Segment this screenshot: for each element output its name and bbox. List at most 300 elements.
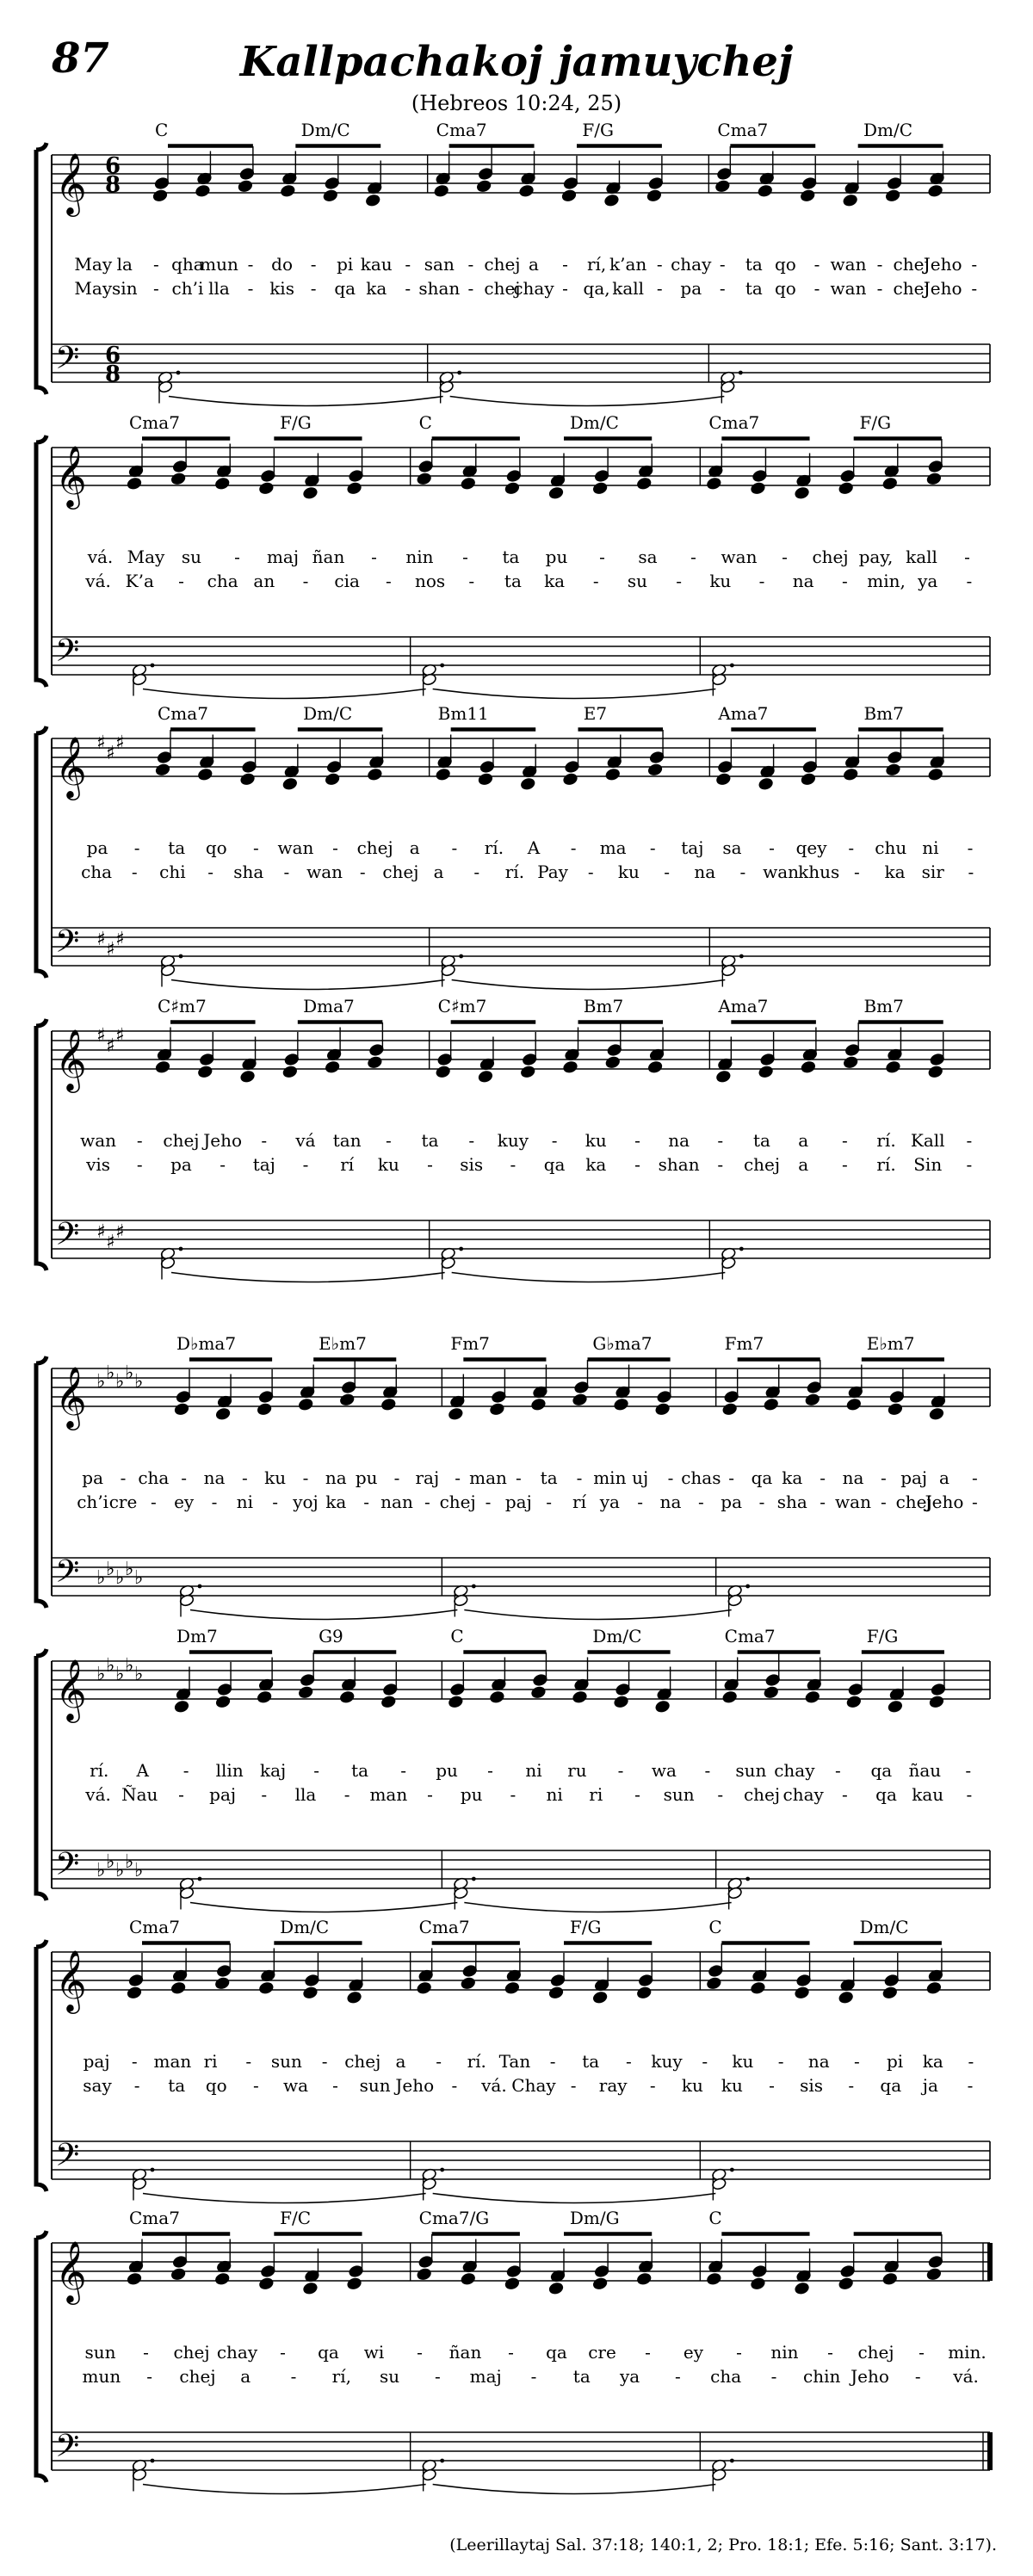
lyric-verse-2-syllable: chay (782, 1784, 824, 1805)
bass-clef-icon: 𝄢 (55, 924, 80, 967)
lyric-verse-1-syllable: ñan (448, 2342, 482, 2363)
lyric-verse-1-syllable: qha (171, 254, 204, 275)
lyric-verse-2-syllable: ya (599, 1492, 620, 1512)
lyric-verse-2-syllable: vá. (85, 1784, 111, 1805)
chord-symbol: Cma7 (129, 412, 180, 433)
lyric-verse-2-syllable: lla (294, 1784, 317, 1805)
chord-symbol: Fm7 (724, 1333, 764, 1354)
chord-symbol: C (708, 1917, 722, 1937)
chord-symbol: F/G (582, 120, 614, 140)
lyric-verse-2-syllable: - (343, 1784, 350, 1805)
lyric-verse-1-syllable: a (939, 1467, 949, 1488)
lyric-verse-1-syllable: May (127, 547, 165, 567)
lyric-verse-2-syllable: chej (179, 2366, 216, 2387)
lyric-verse-1-syllable: - (181, 1467, 188, 1488)
chord-symbol: Fm7 (450, 1333, 490, 1354)
lyric-verse-1-syllable: wi (363, 2342, 385, 2363)
lyric-verse-1-syllable: ta (745, 254, 763, 275)
lyric-verse-1-syllable: do (271, 254, 294, 275)
lyric-verse-1-syllable: - (667, 1467, 674, 1488)
lyric-verse-2-syllable: rí (340, 1154, 355, 1175)
lyric-verse-2-syllable: ja (922, 2075, 938, 2096)
lyric-verse-2-syllable: Sin (913, 1154, 943, 1175)
lyric-verse-2-syllable: ka (325, 1492, 347, 1512)
lyric-verse-1-syllable: Kall (910, 1130, 945, 1151)
lyric-verse-1-syllable: vá. (87, 547, 114, 567)
lyric-verse-1-syllable: man (153, 2051, 192, 2072)
lyric-verse-2-syllable: - (592, 571, 599, 591)
lyric-verse-1-syllable: chej (484, 254, 521, 275)
lyric-verse-1-syllable: pay, (858, 547, 894, 567)
chord-symbol: F/C (280, 2208, 312, 2228)
lyric-verse-2-syllable: - (848, 2075, 855, 2096)
svg-text:♯: ♯ (115, 1221, 125, 1243)
lyric-verse-2-syllable: - (485, 1492, 492, 1512)
svg-text:8: 8 (105, 361, 121, 387)
chord-symbol: Dm/C (863, 120, 913, 140)
lyric-verse-2-syllable: - (178, 571, 184, 591)
lyric-verse-1-syllable: - (385, 1130, 392, 1151)
lyric-verse-2-syllable: chej (439, 1492, 476, 1512)
lyric-verse-1-syllable: - (971, 254, 978, 275)
lyric-verse-2-syllable: - (758, 1492, 765, 1512)
chord-symbol: Dm/C (280, 1917, 330, 1937)
chord-symbol: C♯m7 (158, 996, 207, 1016)
lyric-verse-2-syllable: - (427, 1154, 433, 1175)
lyric-verse-2-syllable: - (468, 571, 475, 591)
lyric-verse-1-syllable: chej (163, 1130, 200, 1151)
lyric-verse-1-syllable: - (570, 837, 577, 858)
lyric-verse-1-syllable: sa (722, 837, 742, 858)
lyric-verse-2-syllable: say (83, 2075, 112, 2096)
lyric-verse-1-syllable: pa (86, 837, 108, 858)
lyric-verse-2-syllable: - (719, 278, 726, 299)
lyric-verse-2-syllable: - (510, 1784, 516, 1805)
svg-text:♯: ♯ (115, 732, 125, 754)
lyric-verse-1-syllable: chej (173, 2342, 210, 2363)
lyric-verse-2-syllable: sin (112, 278, 138, 299)
bass-clef-icon: 𝄢 (55, 1216, 80, 1260)
lyric-verse-2-syllable: - (211, 1492, 218, 1512)
chord-symbol: E7 (583, 703, 608, 724)
lyric-verse-1-syllable: chu (875, 837, 907, 858)
lyric-verse-2-syllable: paj (504, 1492, 532, 1512)
svg-text:♭: ♭ (134, 1664, 144, 1685)
lyric-verse-1-syllable: maj (266, 547, 300, 567)
lyric-verse-2-syllable: nos (414, 571, 446, 591)
lyric-verse-2-syllable: ni (236, 1492, 253, 1512)
lyric-verse-1-syllable: qey (795, 837, 827, 858)
svg-text:6: 6 (105, 343, 121, 368)
lyric-verse-1-syllable: - (728, 1467, 735, 1488)
lyric-verse-2-syllable: ch’i (171, 278, 204, 299)
music-system-7 (36, 1917, 990, 2203)
lyric-verse-2-syllable: - (510, 1154, 516, 1175)
lyric-verse-2-syllable: qa (543, 1154, 566, 1175)
music-system-6 (36, 1626, 990, 1912)
svg-text:♯: ♯ (96, 732, 106, 754)
lyric-verse-1-syllable: chej (356, 837, 393, 858)
lyric-verse-1-syllable: - (280, 2342, 286, 2363)
lyric-verse-1-syllable: min (593, 1467, 627, 1488)
lyric-verse-2-syllable: ya (619, 2366, 640, 2387)
lyric-verse-2-syllable: - (220, 1154, 226, 1175)
lyric-verse-2-syllable: yoj (293, 1492, 319, 1512)
lyric-verse-2-syllable: qa (875, 1784, 897, 1805)
lyric-verse-1-syllable: su (181, 547, 202, 567)
lyric-verse-2-syllable: - (770, 2366, 777, 2387)
lyric-verse-1-syllable: ñau (908, 1760, 942, 1781)
chord-symbol: Dm/C (300, 120, 350, 140)
lyric-verse-1-syllable: - (182, 1760, 189, 1781)
svg-text:♭: ♭ (134, 1371, 144, 1393)
lyric-verse-1-syllable: - (436, 2051, 442, 2072)
svg-text:♭: ♭ (134, 1567, 144, 1589)
lyric-verse-1-syllable: na (807, 2051, 830, 2072)
lyric-verse-1-syllable: - (966, 1130, 973, 1151)
lyric-verse-1-syllable: - (371, 547, 377, 567)
lyric-verse-1-syllable: - (405, 254, 411, 275)
lyric-verse-2-syllable: rí, (331, 2366, 352, 2387)
lyric-verse-1-syllable: - (649, 837, 656, 858)
lyric-verse-2-syllable: a (798, 1154, 809, 1175)
lyric-verse-2-syllable: ni (546, 1784, 563, 1805)
lyric-verse-1-syllable: ey (683, 2342, 704, 2363)
lyric-verse-1-syllable: a (529, 254, 539, 275)
lyric-verse-1-syllable: - (310, 254, 317, 275)
lyric-verse-1-syllable: - (261, 1130, 268, 1151)
lyric-verse-2-syllable: chej (893, 278, 930, 299)
lyric-verse-1-syllable: sun (84, 2342, 116, 2363)
lyric-verse-2-syllable: - (676, 571, 683, 591)
lyric-verse-2-syllable: na (694, 862, 716, 882)
chord-symbol: Cma7 (418, 1917, 470, 1937)
lyric-verse-2-syllable: - (968, 862, 974, 882)
lyric-verse-1-syllable: tan (332, 1130, 362, 1151)
lyric-verse-2-syllable: ya (918, 571, 938, 591)
lyric-verse-1-syllable: ka (782, 1467, 803, 1488)
lyric-verse-1-syllable: ta (421, 1130, 439, 1151)
treble-clef-icon: 𝄞 (55, 735, 87, 798)
chord-symbol: Dm7 (176, 1626, 218, 1646)
svg-text:♭: ♭ (125, 1655, 134, 1677)
lyric-verse-1-syllable: cha (138, 1467, 170, 1488)
lyric-verse-2-syllable: vá. (953, 2366, 979, 2387)
lyric-verse-2-syllable: ray (598, 2075, 628, 2096)
lyric-verse-2-syllable: - (966, 1154, 973, 1175)
lyric-verse-2-syllable: cre (108, 1492, 138, 1512)
chord-symbol: Cma7 (129, 1917, 180, 1937)
lyric-verse-1-syllable: san (424, 254, 455, 275)
lyric-verse-1-syllable: - (965, 1760, 972, 1781)
lyric-verse-2-syllable: sir (921, 862, 944, 882)
music-system-2 (36, 412, 990, 699)
lyric-verse-1-syllable: - (964, 547, 970, 567)
scripture-reference: (Hebreos 10:24, 25) (411, 91, 622, 115)
bass-clef-icon: 𝄢 (55, 2428, 80, 2472)
lyric-verse-1-syllable: - (332, 837, 338, 858)
lyric-verse-1-syllable: paj (83, 2051, 110, 2072)
lyric-verse-1-syllable: - (451, 837, 458, 858)
lyric-verse-2-syllable: Jeho (851, 2366, 889, 2387)
chord-symbol: F/G (859, 412, 892, 433)
footnote: (Leerillaytaj Sal. 37:18; 140:1, 2; Pro. 18:1; Efe. 5:16; Sant. 3:17). (449, 2536, 997, 2554)
song-number: 87 (52, 34, 109, 83)
lyric-verse-2-syllable: - (841, 571, 848, 591)
lyric-verse-2-syllable: - (133, 2075, 140, 2096)
lyric-verse-1-syllable: pi (886, 2051, 904, 2072)
lyric-verse-1-syllable: chay (774, 1760, 815, 1781)
lyric-verse-2-syllable: - (841, 1154, 848, 1175)
lyric-verse-2-syllable: shan (658, 1154, 700, 1175)
lyric-verse-1-syllable: qa (751, 1467, 773, 1488)
lyric-verse-2-syllable: rí. (504, 862, 525, 882)
lyric-verse-1-syllable: chej (857, 2342, 894, 2363)
lyric-verse-2-syllable: ta (504, 571, 522, 591)
lyric-verse-2-syllable: - (967, 2075, 974, 2096)
lyric-verse-2-syllable: - (530, 2366, 537, 2387)
lyric-verse-2-syllable: qo (205, 2075, 227, 2096)
lyric-verse-2-syllable: rí. (876, 1154, 896, 1175)
lyric-verse-1-syllable: chay (671, 254, 712, 275)
lyric-verse-1-syllable: - (302, 1467, 309, 1488)
lyric-verse-2-syllable: sha (776, 1492, 807, 1512)
lyric-verse-2-syllable: - (739, 862, 746, 882)
lyric-verse-2-syllable: - (966, 571, 973, 591)
lyric-verse-2-syllable: pa (680, 278, 702, 299)
lyric-verse-2-syllable: taj (252, 1154, 275, 1175)
lyric-verse-2-syllable: wan (830, 278, 867, 299)
chord-symbol: F/G (280, 412, 312, 433)
lyric-verse-1-syllable: - (234, 547, 240, 567)
bass-clef-icon: 𝄢 (55, 2137, 80, 2181)
lyric-verse-2-syllable: pu (460, 1784, 483, 1805)
svg-text:♭: ♭ (115, 1567, 125, 1589)
lyric-verse-1-syllable: - (508, 2342, 514, 2363)
chord-symbol: Cma7 (717, 120, 769, 140)
lyric-verse-1-syllable: sun (270, 2051, 302, 2072)
lyric-verse-1-syllable: - (968, 2051, 974, 2072)
svg-text:8: 8 (105, 172, 121, 198)
treble-clef-icon: 𝄞 (55, 444, 87, 507)
svg-text:♯: ♯ (106, 939, 115, 961)
lyric-verse-1-syllable: cre (588, 2342, 616, 2363)
lyric-verse-2-syllable: - (841, 1784, 848, 1805)
lyric-verse-1-syllable: k’an (609, 254, 647, 275)
lyric-verse-1-syllable: ka (922, 2051, 943, 2072)
lyric-verse-1-syllable: ta (502, 547, 520, 567)
chord-symbol: Dm/C (592, 1626, 642, 1646)
lyric-verse-2-syllable: qa (880, 2075, 902, 2096)
lyric-verse-2-syllable: sun (663, 1784, 695, 1805)
lyric-verse-2-syllable: ri (589, 1784, 603, 1805)
lyric-verse-1-syllable: - (769, 837, 775, 858)
lyric-verse-1-syllable: ta (540, 1467, 558, 1488)
lyric-verse-1-syllable: ta (351, 1760, 369, 1781)
lyric-verse-1-syllable: - (777, 2051, 784, 2072)
lyric-verse-2-syllable: - (880, 1492, 887, 1512)
chord-symbol: C (155, 120, 169, 140)
lyric-verse-1-syllable: - (515, 1467, 522, 1488)
lyric-verse-1-syllable: - (487, 1760, 493, 1781)
lyric-verse-1-syllable: qa (318, 2342, 339, 2363)
lyric-verse-1-syllable: wan (277, 837, 314, 858)
lyric-verse-1-syllable: - (736, 2342, 742, 2363)
lyric-verse-1-syllable: - (717, 1130, 724, 1151)
music-system-4 (36, 996, 990, 1282)
lyric-verse-1-syllable: - (645, 2342, 651, 2363)
chord-symbol: Dm/C (859, 1917, 909, 1937)
chord-symbol: C♯m7 (437, 996, 487, 1016)
lyric-verse-1-syllable: - (549, 2051, 556, 2072)
svg-text:♯: ♯ (115, 1025, 125, 1047)
lyric-verse-2-syllable: - (697, 1492, 704, 1512)
music-system-5 (36, 1333, 990, 1620)
lyric-verse-1-syllable: ni (525, 1760, 542, 1781)
lyric-verse-2-syllable: ka (544, 571, 566, 591)
lyric-verse-2-syllable: - (758, 571, 765, 591)
svg-text:♭: ♭ (106, 1559, 115, 1580)
lyric-verse-2-syllable: - (332, 2075, 338, 2096)
lyric-verse-2-syllable: chej (895, 1492, 932, 1512)
lyric-verse-1-syllable: mun (200, 254, 238, 275)
lyric-verse-1-syllable: - (462, 547, 468, 567)
lyric-verse-2-syllable: sun (359, 2075, 391, 2096)
lyric-verse-1-syllable: qo (774, 254, 796, 275)
lyric-verse-2-syllable: - (310, 278, 317, 299)
chord-symbol: Dm/G (569, 2208, 620, 2228)
lyric-verse-2-syllable: wan (763, 862, 800, 882)
svg-text:♭: ♭ (106, 1851, 115, 1873)
lyric-verse-1-syllable: pu (355, 1467, 378, 1488)
lyric-verse-1-syllable: - (152, 254, 159, 275)
lyric-verse-1-syllable: - (468, 1130, 475, 1151)
lyric-verse-2-syllable: - (769, 2075, 775, 2096)
svg-text:♯: ♯ (106, 743, 115, 764)
treble-clef-icon: 𝄞 (55, 151, 87, 214)
lyric-verse-2-syllable: chej (382, 862, 419, 882)
lyric-verse-2-syllable: - (261, 1784, 268, 1805)
lyric-verse-1-syllable: ku (732, 2051, 754, 2072)
lyric-verse-2-syllable: sis (460, 1154, 484, 1175)
svg-text:♯: ♯ (96, 1025, 106, 1047)
lyric-verse-2-syllable: wa (282, 2075, 309, 2096)
lyric-verse-2-syllable: - (649, 2075, 656, 2096)
lyric-verse-2-syllable: man (369, 1784, 408, 1805)
lyric-verse-2-syllable: ku (377, 1154, 399, 1175)
bass-clef-icon: 𝄢 (55, 1846, 80, 1890)
lyric-verse-2-syllable: Jeho (925, 1492, 964, 1512)
lyric-verse-2-syllable: - (427, 1784, 433, 1805)
lyric-verse-1-syllable: kau (360, 254, 393, 275)
lyric-verse-2-syllable: sha (233, 862, 264, 882)
svg-text:♭: ♭ (106, 1655, 115, 1677)
lyric-verse-2-syllable: wan (306, 862, 343, 882)
music-system-3 (36, 703, 990, 990)
lyric-verse-2-syllable: - (152, 278, 159, 299)
lyric-verse-2-syllable: chej (484, 278, 521, 299)
lyric-verse-2-syllable: na (792, 571, 814, 591)
lyric-verse-1-syllable: - (967, 837, 974, 858)
chord-symbol: C (708, 2208, 722, 2228)
lyric-verse-1-syllable: chej (812, 547, 849, 567)
lyric-verse-1-syllable: - (813, 254, 820, 275)
lyric-verse-1-syllable: - (120, 1467, 127, 1488)
chord-symbol: F/G (866, 1626, 899, 1646)
lyric-verse-2-syllable: - (674, 2366, 681, 2387)
lyric-verse-1-syllable: rí. (484, 837, 504, 858)
lyric-verse-1-syllable: qo (205, 837, 227, 858)
music-system-8 (36, 2208, 990, 2494)
svg-text:♭: ♭ (106, 1362, 115, 1384)
svg-text:♭: ♭ (125, 1362, 134, 1384)
treble-clef-icon: 𝄞 (55, 1028, 87, 1090)
lyric-verse-1-syllable: - (971, 1467, 978, 1488)
lyric-verse-2-syllable: ta (168, 2075, 186, 2096)
lyric-verse-1-syllable: - (241, 1467, 248, 1488)
lyric-verse-2-syllable: cha (81, 862, 113, 882)
treble-clef-icon: 𝄞 (55, 1658, 87, 1720)
treble-clef-icon: 𝄞 (55, 2239, 87, 2302)
lyric-verse-1-syllable: llin (215, 1760, 244, 1781)
lyric-verse-2-syllable: chej (743, 1154, 781, 1175)
lyric-verse-2-syllable: su (627, 571, 648, 591)
lyric-verse-1-syllable: a (798, 1130, 809, 1151)
lyric-verse-1-syllable: ta (582, 2051, 600, 2072)
lyric-verse-1-syllable: - (848, 837, 855, 858)
lyric-verse-1-syllable: - (599, 547, 605, 567)
lyric-verse-1-syllable: rí. (876, 1130, 896, 1151)
lyric-verse-2-syllable: kis (269, 278, 294, 299)
lyric-verse-2-syllable: - (634, 1784, 640, 1805)
chord-symbol: G♭ma7 (592, 1333, 653, 1354)
song-title: Kallpachakoj jamuychej (239, 38, 794, 86)
lyric-verse-2-syllable: sis (800, 2075, 824, 2096)
lyric-verse-1-syllable: Tan (498, 2051, 531, 2072)
lyric-verse-2-syllable: - (546, 1492, 553, 1512)
lyric-verse-1-syllable: la (116, 254, 133, 275)
lyric-verse-2-syllable: - (876, 278, 883, 299)
svg-text:♭: ♭ (96, 1371, 106, 1393)
lyric-verse-2-syllable: rí (572, 1492, 586, 1512)
lyric-verse-2-syllable: qo (774, 278, 796, 299)
lyric-verse-2-syllable: - (424, 1492, 430, 1512)
lyric-verse-2-syllable: - (247, 278, 254, 299)
svg-text:♯: ♯ (115, 929, 125, 950)
lyric-verse-2-syllable: Chay (511, 2075, 556, 2096)
lyric-verse-1-syllable: pa (82, 1467, 104, 1488)
lyric-verse-1-syllable: wa (651, 1760, 677, 1781)
lyric-verse-2-syllable: ka (366, 278, 387, 299)
lyric-verse-1-syllable: - (854, 2051, 860, 2072)
svg-text:♯: ♯ (106, 1035, 115, 1057)
lyric-verse-2-syllable: ch’i (77, 1492, 109, 1512)
chord-symbol: Dm/C (303, 703, 353, 724)
lyric-verse-1-syllable: - (841, 1130, 848, 1151)
lyric-verse-2-syllable: Jeho (923, 278, 962, 299)
lyric-verse-1-syllable: ta (168, 837, 186, 858)
chord-symbol: G9 (319, 1626, 343, 1646)
lyric-verse-2-syllable: - (820, 1492, 826, 1512)
lyric-verse-1-syllable: - (143, 2342, 149, 2363)
lyric-verse-1-syllable: rí, (586, 254, 607, 275)
lyric-verse-2-syllable: - (467, 278, 474, 299)
lyric-verse-2-syllable: - (587, 862, 594, 882)
lyric-verse-2-syllable: maj (469, 2366, 502, 2387)
lyric-verse-1-syllable: ri (203, 2051, 218, 2072)
chord-symbol: Ama7 (718, 703, 769, 724)
lyric-verse-1-syllable: raj (415, 1467, 440, 1488)
